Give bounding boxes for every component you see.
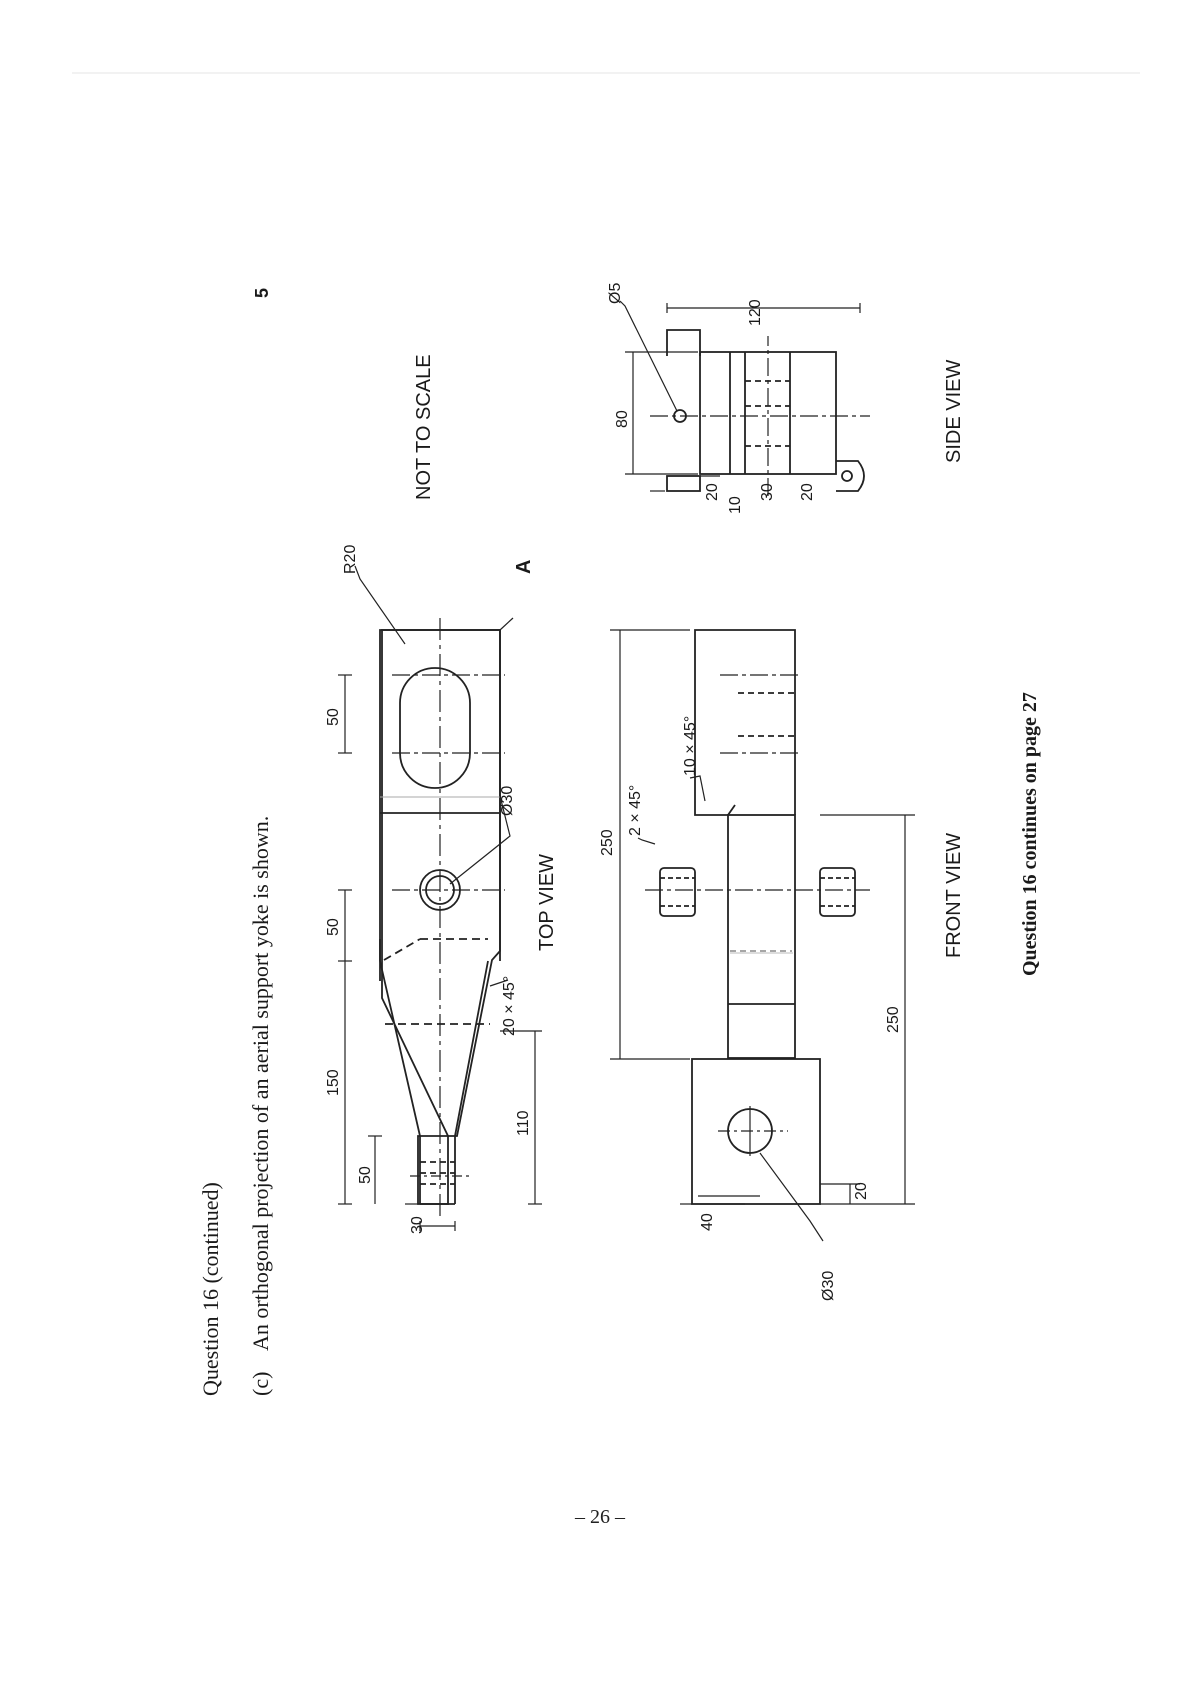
- marks: 5: [252, 287, 272, 298]
- dim-chamfer-10x45: 10 × 45°: [682, 715, 699, 776]
- question-heading: Question 16 (continued): [198, 1182, 223, 1396]
- top-view-title: TOP VIEW: [536, 853, 558, 951]
- dim-150: 150: [325, 1069, 342, 1096]
- dim-dia5: Ø5: [607, 282, 624, 304]
- dim-r20: R20: [342, 544, 359, 574]
- front-view-title: FRONT VIEW: [943, 832, 965, 958]
- side-view-dims: [607, 283, 816, 514]
- dim-20-b: 20: [799, 483, 816, 501]
- dim-50-hole: 50: [325, 918, 342, 936]
- part-text: An orthogonal projection of an aerial support yoke is shown.: [248, 815, 273, 1351]
- top-view-dims: [325, 545, 532, 1234]
- part-label: (c): [248, 1371, 273, 1396]
- dim-10: 10: [727, 496, 744, 514]
- side-view: [610, 301, 870, 498]
- front-view-dims: [599, 716, 902, 1301]
- front-view: [610, 630, 915, 1241]
- dim-50-slot: 50: [325, 708, 342, 726]
- dim-chamfer-20x45: 20 × 45°: [501, 975, 518, 1036]
- dim-dia30-front: Ø30: [820, 1270, 837, 1301]
- dim-30-side: 30: [759, 483, 776, 501]
- top-view: [338, 566, 542, 1231]
- side-view-title: SIDE VIEW: [943, 359, 965, 463]
- dim-dia30-hole: Ø30: [499, 785, 516, 816]
- dim-20: 20: [853, 1182, 870, 1200]
- dim-chamfer-2x45: 2 × 45°: [627, 784, 644, 836]
- scale-note: NOT TO SCALE: [413, 354, 435, 500]
- page-number: – 26 –: [575, 1506, 625, 1528]
- dim-250-height: 250: [599, 829, 616, 856]
- section-arrow-a: A: [513, 559, 535, 574]
- dim-50-end: 50: [357, 1166, 374, 1184]
- dim-80: 80: [614, 410, 631, 428]
- dim-120: 120: [747, 299, 764, 326]
- dim-250-length: 250: [885, 1006, 902, 1033]
- dim-110: 110: [515, 1110, 532, 1136]
- dim-20-a: 20: [704, 483, 721, 501]
- dim-40: 40: [699, 1213, 716, 1231]
- dim-30: 30: [409, 1216, 426, 1234]
- continues-note: Question 16 continues on page 27: [1019, 692, 1041, 976]
